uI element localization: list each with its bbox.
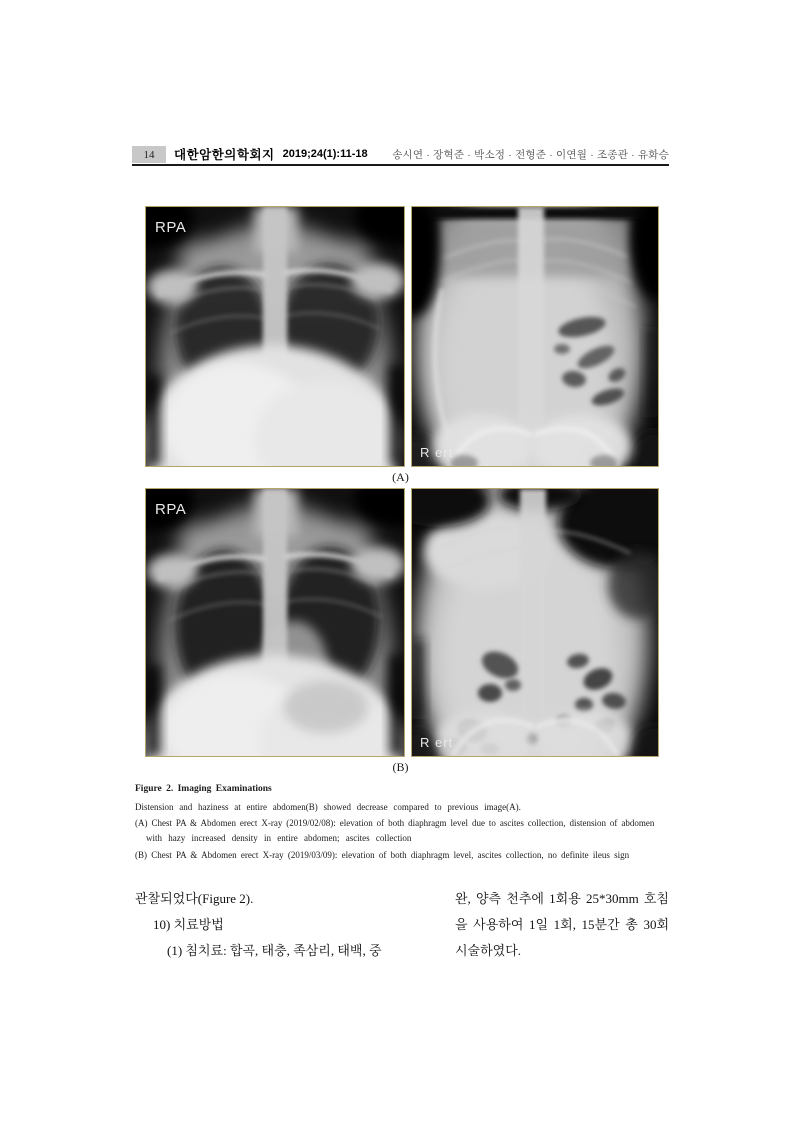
- panel-b-label: (B): [392, 760, 409, 774]
- author-list: 송시연 · 장혁준 · 박소정 · 전형준 · 이연월 · 조종관 · 유화승: [392, 149, 669, 161]
- body-text-line: 을 사용하여 1일 1회, 15분간 총 30회: [455, 917, 669, 932]
- chest-xray-image-a: [145, 206, 405, 467]
- body-text-line: 관찰되었다(Figure 2).: [135, 891, 254, 906]
- xray-side-marker: R ert: [420, 445, 454, 460]
- xray-side-marker: RPA: [155, 501, 187, 518]
- body-text-line: 10) 치료방법: [153, 917, 224, 932]
- body-text-line: 완, 양측 천추에 1회용 25*30mm 호침: [455, 891, 669, 906]
- chest-xray-image-b: [145, 488, 405, 757]
- xray-side-marker: R ert: [420, 735, 454, 750]
- abdomen-xray-a-graphic: [412, 207, 658, 466]
- xray-side-marker: RPA: [155, 219, 187, 236]
- figure-caption-item-a-continued: with hazy increased density in entire abdomen; ascites collection: [146, 833, 412, 843]
- abdomen-xray-image-b: [411, 488, 659, 757]
- journal-title: 대한암한의학회지: [174, 148, 275, 162]
- body-text-line: 시술하였다.: [455, 943, 522, 958]
- body-left-column: [135, 886, 435, 964]
- figure-caption-summary: Distension and haziness at entire abdomen(B) showed decrease compared to previous image(A).: [135, 802, 521, 812]
- panel-a-label: (A): [392, 470, 409, 484]
- abdomen-xray-b-graphic: [412, 489, 658, 756]
- page-number: 14: [143, 148, 155, 161]
- journal-citation: 2019;24(1):11-18: [282, 148, 368, 160]
- body-right-column: [455, 886, 669, 964]
- chest-xray-a-graphic: [146, 207, 404, 466]
- figure-caption-item-b: (B) Chest PA & Abdomen erect X-ray (2019/03/09): elevation of both diaphragm level, ascites collection, no definite ileus sign: [135, 850, 630, 860]
- journal-header: [174, 145, 368, 163]
- chest-xray-b-graphic: [146, 489, 404, 756]
- figure-caption-title: Figure 2. Imaging Examinations: [135, 784, 272, 794]
- body-text-line: (1) 침치료: 합곡, 태충, 족삼리, 태백, 중: [167, 943, 382, 958]
- page-number-badge: [132, 146, 166, 163]
- header-rule: [132, 164, 669, 166]
- abdomen-xray-image-a: [411, 206, 659, 467]
- figure-caption-item-a: (A) Chest PA & Abdomen erect X-ray (2019/02/08): elevation of both diaphragm level due to ascites collection, distension of abdomen: [135, 818, 655, 828]
